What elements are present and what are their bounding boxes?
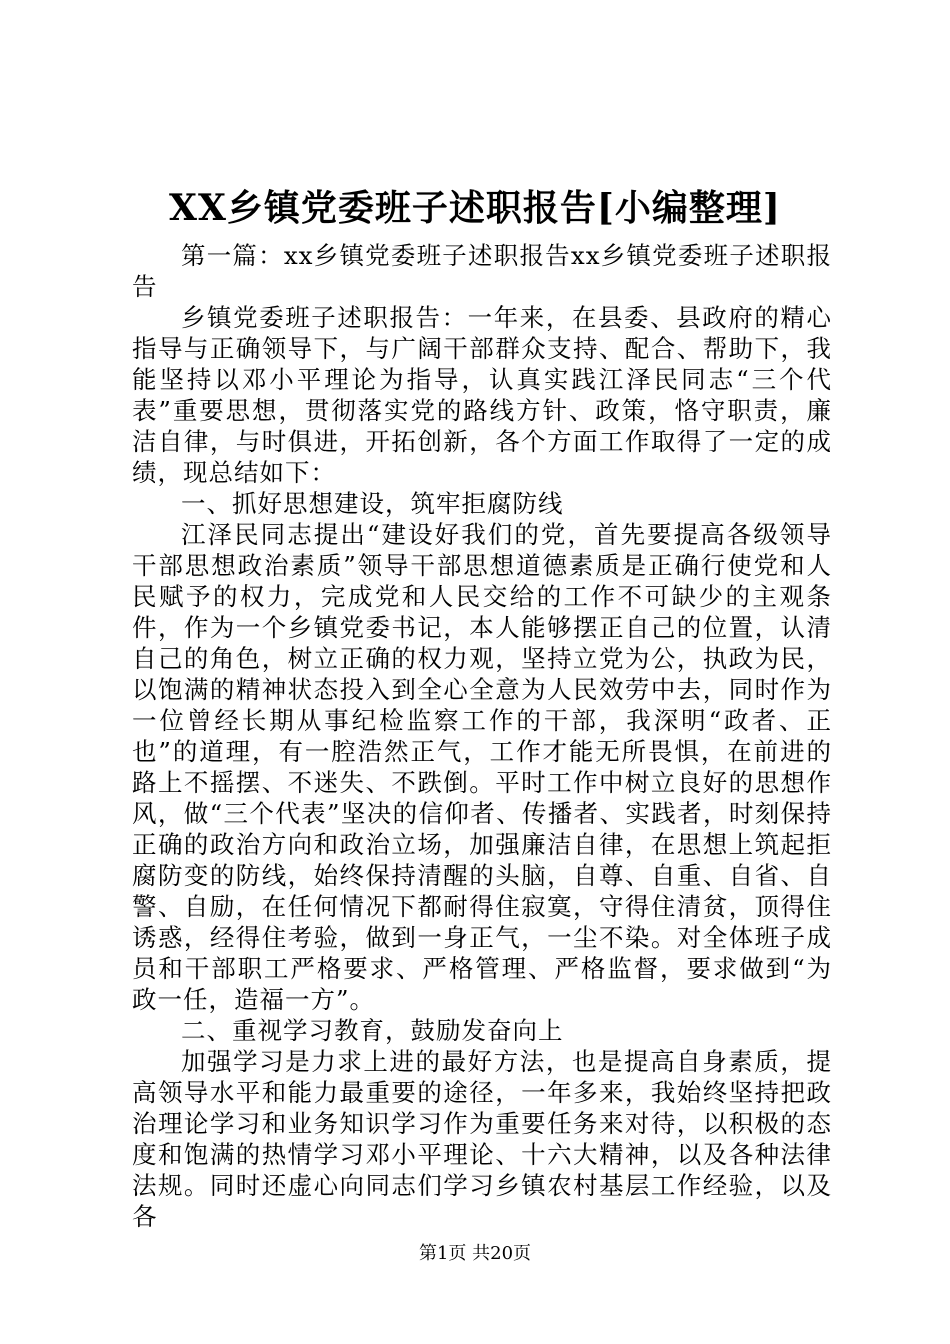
heading-part-two: 二、重视学习教育，鼓励发奋向上: [181, 1016, 564, 1045]
paragraph-part-two: 加强学习是力求上进的最好方法，也是提高自身素质，提高领导水平和能力最重要的途径，一年多来，我始终坚持把政治理论学习和业务知识学习作为重要任务来对待，以积极的态度和饱满的热情学习邓小平理论、十六大精神，以及各种法律法规。同时还虚心向同志们学习乡镇农村基层工作经验，以及各: [132, 1047, 832, 1231]
paragraph-part-one: 江泽民同志提出“建设好我们的党，首先要提高各级领导干部思想政治素质”领导干部思想道德素质是正确行使党和人民赋予的权力，完成党和人民交给的工作不可缺少的主观条件，作为一个乡镇党委书记，本人能够摆正自己的位置，认清自己的角色，树立正确的权力观，坚持立党为公，执政为民，以饱满的精神状态投入到全心全意为人民效劳中去，同时作为一位曾经长期从事纪检监察工作的干部，我深明“政者、正也”的道理，有一腔浩然正气，工作才能无所畏惧，在前进的路上不摇摆、不迷失、不跌倒。平时工作中树立良好的思想作风，做“三个代表”坚决的信仰者、传播者、实践者，时刻保持正确的政治方向和政治立场，加强廉洁自律，在思想上筑起拒腐防变的防线，始终保持清醒的头脑，自尊、自重、自省、自警、自励，在任何情况下都耐得住寂寞，守得住清贫，顶得住诱惑，经得住考验，做到一身正气，一尘不染。对全体班子成员和干部职工严格要求、严格管理、严格监督，要求做到“为政一任，造福一方”。: [132, 520, 832, 1014]
page-number: 第1页: [418, 1243, 467, 1264]
paragraph-section-heading: 第一篇：xx乡镇党委班子述职报告xx乡镇党委班子述职报告: [132, 241, 832, 301]
page-total: 共20页: [472, 1243, 532, 1264]
page-footer: [0, 1242, 950, 1266]
document-title: XX乡镇党委班子述职报告[小编整理]: [169, 187, 781, 229]
paragraph-intro: 乡镇党委班子述职报告：一年来，在县委、县政府的精心指导与正确领导下，与广阔干部群众支持、配合、帮助下，我能坚持以邓小平理论为指导，认真实践江泽民同志“三个代表”重要思想，贯彻落实党的路线方针、政策，恪守职责，廉洁自律，与时俱进，开拓创新，各个方面工作取得了一定的成绩，现总结如下：: [132, 303, 832, 487]
heading-part-one: 一、抓好思想建设，筑牢拒腐防线: [181, 489, 564, 518]
document-body: [132, 240, 832, 1232]
